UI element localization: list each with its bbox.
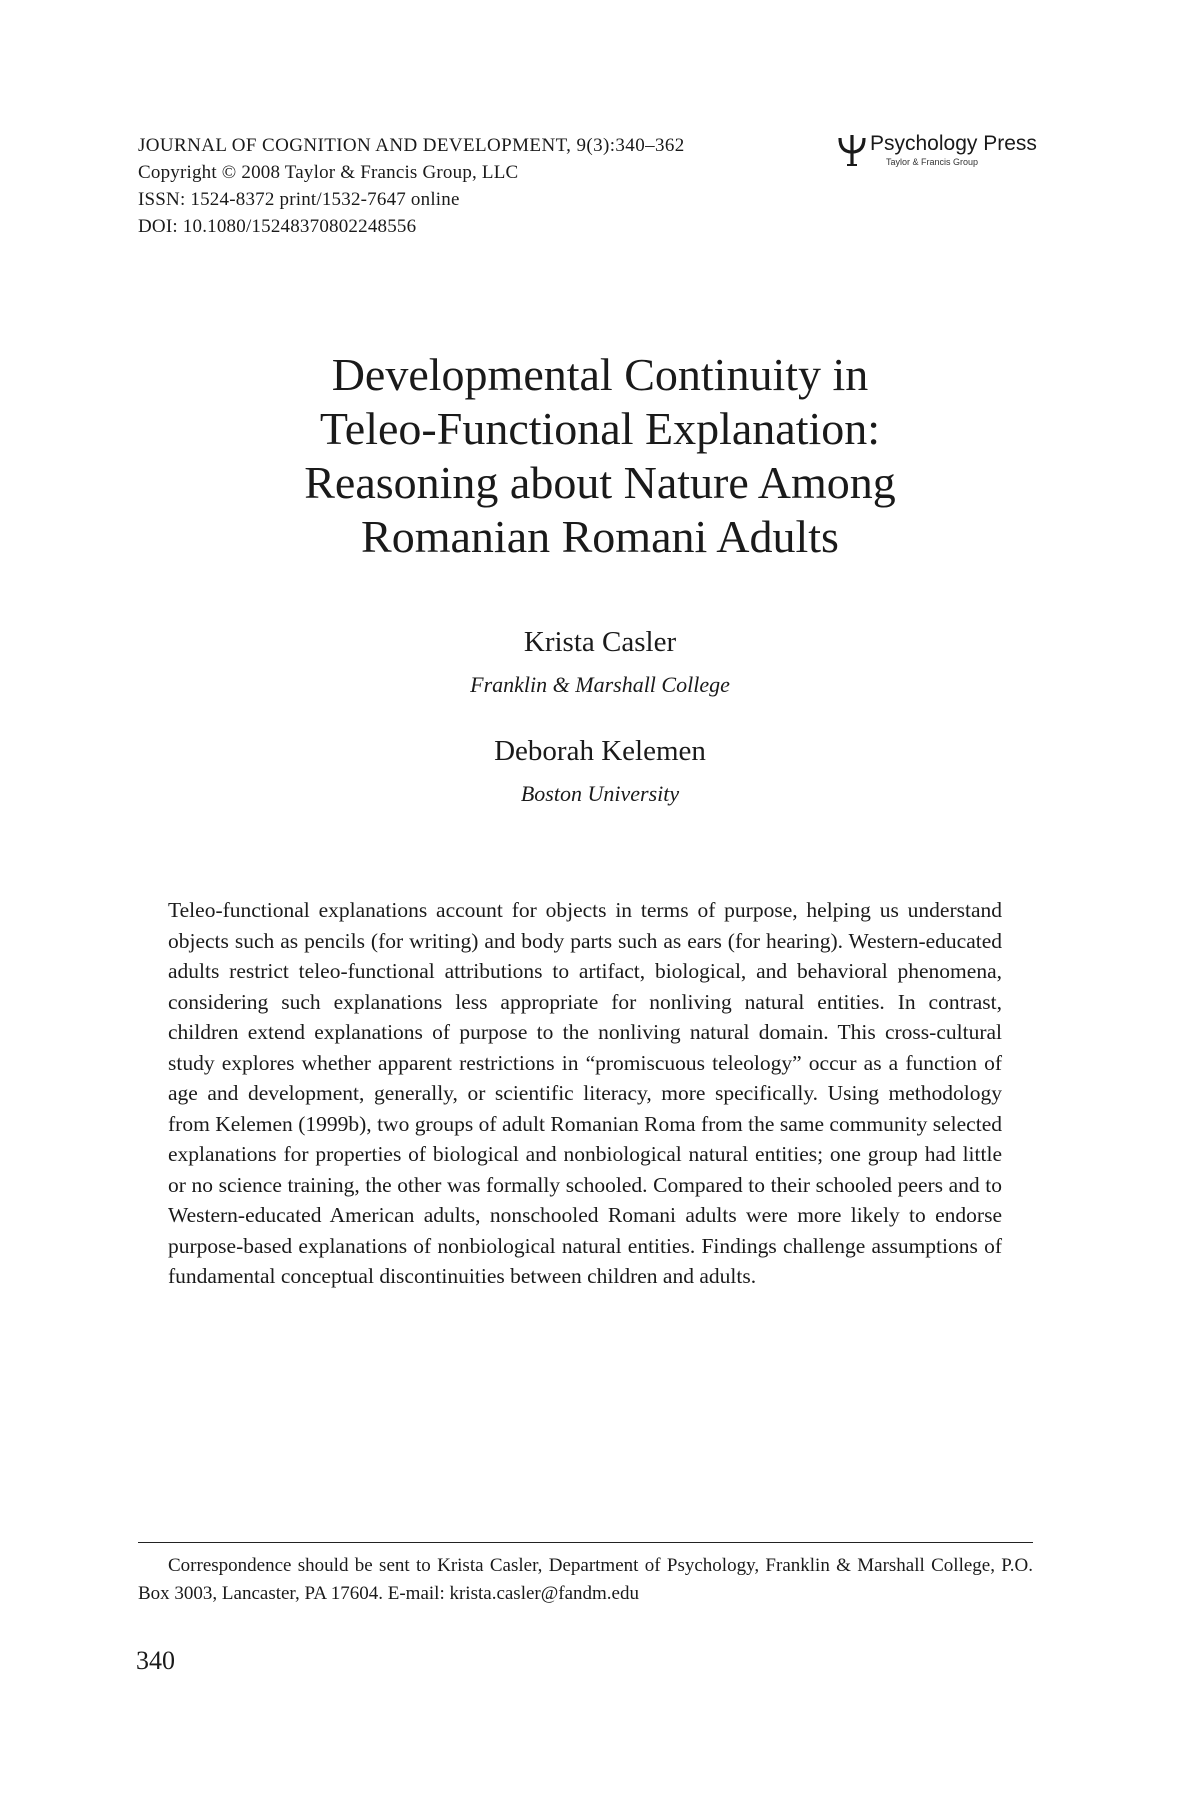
article-title <box>100 348 1100 564</box>
author-affiliation: Franklin & Marshall College <box>470 672 730 697</box>
title-line: Reasoning about Nature Among <box>304 457 896 508</box>
page-number: 340 <box>136 1646 175 1675</box>
author-name: Deborah Kelemen <box>494 735 706 767</box>
copyright-line: Copyright © 2008 Taylor & Francis Group, LLC <box>138 162 519 183</box>
publisher-group: Taylor & Francis Group <box>886 157 979 167</box>
journal-metadata <box>138 132 838 240</box>
publisher-name: Psychology Press <box>870 132 1037 155</box>
title-line: Developmental Continuity in <box>331 349 869 400</box>
title-line: Romanian Romani Adults <box>361 511 839 562</box>
author-affiliation: Boston University <box>520 781 680 806</box>
title-line: Teleo-Functional Explanation: <box>319 403 881 454</box>
psi-icon <box>838 134 866 168</box>
doi-line: DOI: 10.1080/15248370802248556 <box>138 216 417 237</box>
footnote-divider <box>138 1542 1033 1543</box>
journal-citation: JOURNAL OF COGNITION AND DEVELOPMENT, 9(3):340–362 <box>138 135 685 156</box>
issn-line: ISSN: 1524-8372 print/1532-7647 online <box>138 189 460 210</box>
correspondence-footnote: Correspondence should be sent to Krista Casler, Department of Psychology, Franklin & Marshall College, P.O. Box 3003, Lancaster, PA 17604. E-mail: krista.casler@fandm.edu <box>138 1555 1033 1604</box>
abstract: Teleo-functional explanations account for objects in terms of purpose, helping us understand objects such as pencils (for writing) and body parts such as ears (for hearing). Western-educated adults restrict teleo-functional attributions to artifact, biological, and behavioral phenomena, considering such explanations less appropriate for nonliving natural entities. In contrast, children extend explanations of purpose to the nonliving natural domain. This cross-cultural study explores whether apparent restrictions in “promiscuous teleology” occur as a function of age and development, generally, or scientific literacy, more specifically. Using methodology from Kelemen (1999b), two groups of adult Romanian Roma from the same community selected explanations for properties of biological and nonbiological natural entities; one group had little or no science training, the other was formally schooled. Compared to their schooled peers and to Western-educated American adults, nonschooled Romani adults were more likely to endorse purpose-based explanations of nonbiological natural entities. Findings challenge assumptions of fundamental conceptual discontinuities between children and adults. <box>168 898 1002 1288</box>
author-name: Krista Casler <box>523 626 677 658</box>
publisher-logo <box>838 132 1038 176</box>
